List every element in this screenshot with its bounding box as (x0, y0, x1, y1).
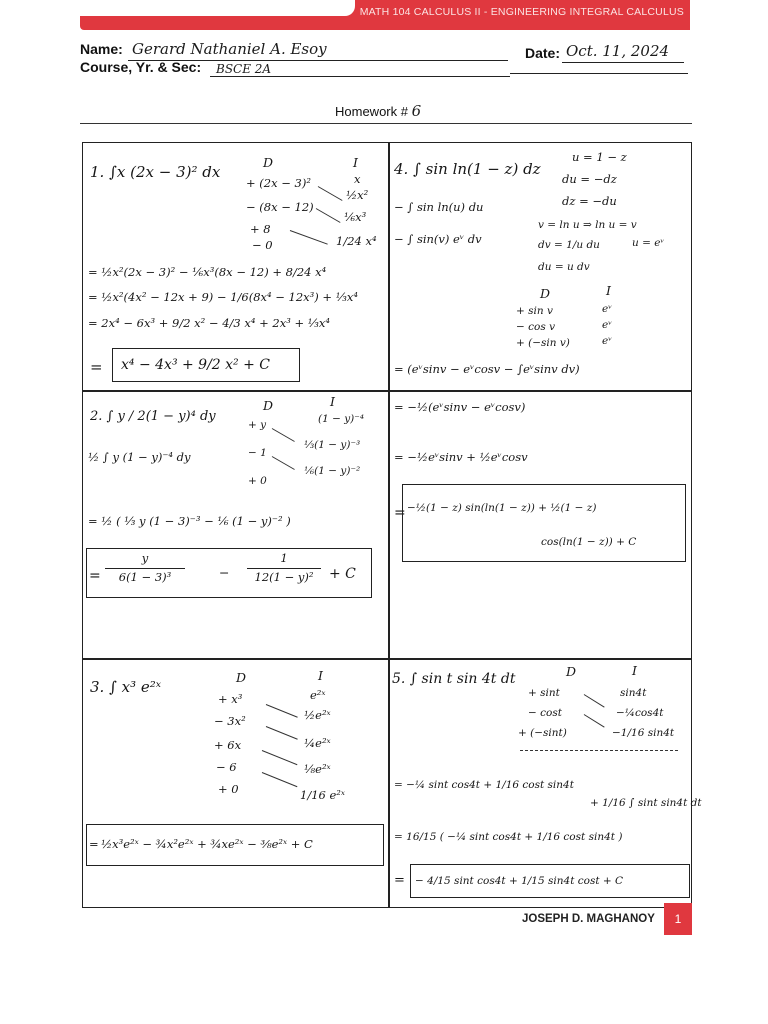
problem-2-d-row: − 1 (248, 447, 267, 459)
problem-2-i-row: ⅓(1 − y)⁻³ (304, 439, 361, 451)
problem-4-sub3: u = eᵛ (632, 237, 665, 249)
problem-2-i-row: (1 − y)⁻⁴ (318, 413, 365, 425)
problem-2-fraction-1 (105, 553, 185, 583)
date-value: Oct. 11, 2024 (566, 42, 670, 60)
problem-4-sub: du = −dz (562, 172, 617, 186)
fraction-bar (247, 568, 321, 569)
problem-2-numerator-2: 1 (280, 551, 288, 565)
homework-label: Homework # (335, 104, 408, 119)
problem-4-partial: = (eᵛsinv − eᵛcosv − ∫eᵛsinv dv) (394, 362, 580, 376)
problem-3-answer-box (86, 824, 384, 866)
problem-2-step: = ½ ( ⅓ y (1 − 3)⁻³ − ⅙ (1 − y)⁻² ) (88, 514, 291, 528)
equals-sign: = (89, 568, 101, 584)
equals-sign: = (394, 505, 406, 521)
problem-4-integral: 4. ∫ sin ln(1 − z) dz (394, 160, 541, 178)
problem-1-step: = 2x⁴ − 6x³ + 9/2 x² − 4/3 x⁴ + 2x³ + ⅓x⁴ (88, 316, 331, 330)
problem-1-d-row: − 0 (252, 238, 273, 252)
problem-1-i-row: ⅙x³ (344, 210, 367, 224)
problem-4-step: − ∫ sin ln(u) du (394, 200, 484, 214)
problem-4-answer-line: −½(1 − z) sin(ln(1 − z)) + ½(1 − z) (407, 502, 597, 514)
problem-2-step: ½ ∫ y (1 − y)⁻⁴ dy (88, 450, 191, 464)
problem-1-integral: 1. ∫x (2x − 3)² dx (90, 163, 221, 181)
grid-row-divider-2 (82, 658, 692, 660)
problem-1-i-row: 1/24 x⁴ (336, 234, 377, 248)
problem-4-d-row: − cos v (516, 321, 555, 333)
problem-1-step: = ½x²(2x − 3)² − ⅙x³(8x − 12) + 8/24 x⁴ (88, 265, 327, 279)
course-banner-text: MATH 104 CALCULUS II - ENGINEERING INTEGRAL CALCULUS (359, 6, 684, 18)
equals-sign: = (89, 837, 99, 851)
problem-5-d-row: − cost (528, 707, 562, 719)
problem-1-answer-box (112, 348, 300, 382)
problem-1-i-row: x (354, 172, 361, 186)
problem-5-i-row: sin4t (620, 687, 647, 699)
problem-3-d-row: + x³ (218, 692, 243, 706)
problem-3-i-row: ⅛e²ˣ (304, 762, 331, 776)
problem-5-step: = 16/15 ( −¼ sint cos4t + 1/16 cost sin4t ) (394, 831, 623, 843)
course-underline-right (510, 73, 688, 74)
problem-5-answer: − 4/15 sint cos4t + 1/15 sin4t cost + C (415, 875, 624, 887)
problem-4-sub2: du = u dv (538, 261, 590, 273)
problem-4-sub: dz = −du (562, 194, 617, 208)
problem-4-i-row: eᵛ (602, 319, 613, 331)
homework-number: 6 (411, 102, 422, 120)
problem-3-integral: 3. ∫ x³ e²ˣ (90, 678, 162, 696)
problem-4-d-row: + sin v (516, 305, 553, 317)
problem-1-i-row: ½x² (346, 188, 369, 202)
problem-4-answer-line: cos(ln(1 − z)) + C (541, 536, 637, 548)
redaction-mark (80, 0, 355, 16)
problem-5-step: = −¼ sint cos4t + 1/16 cost sin4t (394, 779, 574, 791)
problem-1-i-header: I (353, 155, 358, 170)
equals-sign: = (90, 358, 103, 376)
problem-2-answer-tail: + C (329, 566, 356, 582)
header-rule (80, 123, 692, 124)
name-value: Gerard Nathaniel A. Esoy (132, 40, 327, 58)
problem-3-i-header: I (318, 668, 323, 683)
course-underline (210, 76, 510, 77)
problem-4-sub: u = 1 − z (572, 150, 627, 164)
problem-4-i-header: I (606, 283, 611, 298)
problem-5-d-header: D (566, 664, 577, 679)
equals-sign: = (394, 873, 405, 888)
problem-4-i-row: eᵛ (602, 303, 613, 315)
grid-column-divider (388, 142, 390, 908)
problem-2-i-header: I (330, 394, 335, 409)
problem-4-step: − ∫ sin(v) eᵛ dv (394, 232, 482, 246)
problem-2-denominator-1: 6(1 − 3)³ (118, 569, 172, 584)
problem-3-d-row: + 0 (218, 782, 239, 796)
problem-4-sub2: v = ln u ⇒ ln u = v (538, 219, 637, 231)
problem-3-d-row: − 6 (216, 760, 237, 774)
problem-3-d-header: D (236, 670, 247, 685)
dashed-separator (520, 750, 678, 751)
problem-1-d-row: − (8x − 12) (246, 200, 314, 214)
problem-3-d-row: + 6x (214, 738, 242, 752)
footer-author: JOSEPH D. MAGHANOY (522, 913, 655, 925)
problem-3-answer: ½x³e²ˣ − ¾x²e²ˣ + ¾xe²ˣ − ⅜e²ˣ + C (101, 837, 313, 851)
fraction-bar (105, 568, 185, 569)
course-value: BSCE 2A (216, 62, 272, 76)
problem-3-i-row: e²ˣ (310, 688, 326, 702)
problem-5-i-header: I (632, 663, 637, 678)
problem-3-i-row: ¼e²ˣ (304, 736, 331, 750)
problem-5-d-row: + (−sint) (518, 727, 567, 739)
problem-4-d-header: D (540, 286, 551, 301)
problem-3-i-row: 1/16 e²ˣ (300, 788, 345, 802)
problem-2-d-row: + 0 (248, 475, 267, 487)
problem-1-step: = ½x²(4x² − 12x + 9) − 1/6(8x⁴ − 12x³) + ⅓x⁴ (88, 290, 358, 304)
homework-title (335, 102, 421, 120)
date-label: Date: (525, 45, 561, 61)
problem-2-numerator-1: y (141, 551, 149, 565)
problem-1-d-row: + 8 (250, 222, 271, 236)
problem-5-answer-box (410, 864, 690, 898)
problem-2-i-row: ⅙(1 − y)⁻² (304, 465, 361, 477)
name-label: Name: (80, 41, 123, 57)
problem-2-fraction-2 (247, 553, 321, 583)
problem-4-d-row: + (−sin v) (516, 337, 570, 349)
problem-2-minus: − (219, 565, 230, 580)
page-number-badge: 1 (664, 903, 692, 935)
problem-3-i-row: ½e²ˣ (304, 708, 331, 722)
date-underline (562, 62, 684, 63)
problem-5-i-row: −1/16 sin4t (612, 727, 675, 739)
problem-4-step: = −½(eᵛsinv − eᵛcosv) (394, 400, 526, 414)
problem-4-step: = −½eᵛsinv + ½eᵛcosv (394, 450, 528, 464)
grid-row-divider-1 (82, 390, 692, 392)
problem-5-i-row: −¼cos4t (616, 707, 664, 719)
course-label: Course, Yr. & Sec: (80, 59, 202, 75)
problem-5-d-row: + sint (528, 687, 560, 699)
problem-4-answer-box (402, 484, 686, 562)
problem-2-answer-box (86, 548, 372, 598)
problem-1-d-row: + (2x − 3)² (246, 176, 311, 190)
problem-4-i-row: eᵛ (602, 335, 613, 347)
problem-5-step: + 1/16 ∫ sint sin4t dt (590, 797, 702, 809)
problem-2-integral: 2. ∫ y / 2(1 − y)⁴ dy (90, 409, 216, 424)
problem-2-d-header: D (263, 398, 274, 413)
problem-3-d-row: − 3x² (214, 714, 246, 728)
problem-5-integral: 5. ∫ sin t sin 4t dt (392, 671, 516, 687)
problem-2-d-row: + y (248, 419, 267, 431)
problem-1-answer: x⁴ − 4x³ + 9/2 x² + C (121, 357, 271, 373)
problem-4-sub2: dv = 1/u du (538, 239, 600, 251)
problem-2-denominator-2: 12(1 − y)² (254, 569, 314, 584)
problem-1-d-header: D (263, 155, 274, 170)
